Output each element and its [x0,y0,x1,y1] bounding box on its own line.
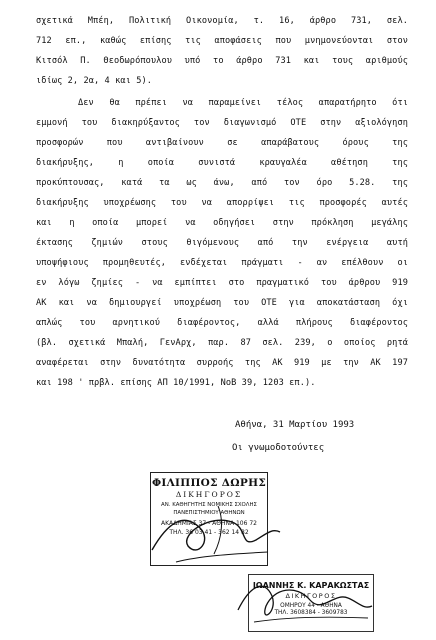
text-line: και η οποία μπορεί να οδηγήσει στην πρόκληση μεγάλης [36,218,408,228]
stamp-address: ΟΜΗΡΟΥ 44 - ΑΘΗΝΑ [280,603,342,609]
text-line: (βλ. σχετικά Μπαλή, ΓενΑρχ, παρ. 87 σελ. 239, ο οποίος ρητά [36,338,408,348]
text-line: σχετικά Μπέη, Πολιτική Οικονομία, τ. 16, άρθρο 731, σελ. [36,16,408,26]
lawyer-stamp [150,472,268,566]
stamp-phone: ΤΗΛ. 3608384 - 3609783 [274,610,348,616]
stamp-title: ΔΙΚΗΓΟΡΟΣ [285,592,337,600]
text-line: προσφορών που αντιβαίνουν σε απαράβατους όρους της [36,138,408,148]
stamp-address: ΑΚΑΔΗΜΙΑΣ 37 - ΑΘΗΝΑ 106 72 [161,520,257,527]
text-line: εν λόγω ζημίες - να εμπίπτει στο πραγματικό του άρθρου 919 [36,278,408,288]
text-line: αναφέρεται στην δυνατότητα συρροής της ΑΚ 919 με την ΑΚ 197 [36,358,408,368]
stamp-name: ΙΩΑΝΝΗΣ Κ. ΚΑΡΑΚΩΣΤΑΣ [252,581,370,590]
date-line: Αθήνα, 31 Μαρτίου 1993 [235,420,355,430]
text-line: εμμονή του διακηρύξαντος τον διαγωνισμό ΟΤΕ στην αξιολόγηση [36,118,408,128]
text-line: Κιτσόλ Π. Θεοδωρόπουλου υπό το άρθρο 731 και τους αριθμούς [36,56,408,66]
stamp-text: ΑΝ. ΚΑΘΗΓΗΤΗΣ ΝΟΜΙΚΗΣ ΣΧΟΛΗΣ [161,502,257,508]
text-line: Δεν θα πρέπει να παραμείνει τέλος απαρατήρητο ότι [78,98,408,108]
text-line: έκτασης ζημιών στους θιγόμενους από την ενέργεια αυτή [36,238,408,248]
text-line: ΑΚ και να δημιουργεί υποχρέωση του ΟΤΕ για αποκατάσταση όχι [36,298,408,308]
text-line: υποψήφιους προμηθευτές, ενδέχεται πράγματι - αν επέλθουν οι [36,258,408,268]
text-line: 712 επ., καθώς επίσης τις αποφάσεις που μνημονεύονται στον [36,36,408,46]
stamp-text: ΠΑΝΕΠΙΣΤΗΜΙΟΥ ΑΘΗΝΩΝ [173,509,245,516]
stamp-phone: ΤΗΛ. 36 03 41 - 362 14 82 [169,529,249,536]
signers-label: Οι γνωμοδοτούντες [232,443,325,453]
text-line: απλώς του αρνητικού διαφέροντος, αλλά πλήρους διαφέροντος [36,318,408,328]
stamp-title: ΔΙΚΗΓΟΡΟΣ [175,490,243,499]
text-line: διακήρυξης υποχρέωσης του να απορρίψει τις προσφορές αυτές [36,198,408,208]
stamp-name: ΦΙΛΙΠΠΟΣ ΔΩΡΗΣ [151,477,267,489]
text-line: διακήρυξης, η οποία συνιστά κραυγαλέα αθέτηση της [36,158,408,168]
lawyer-stamp [248,574,374,632]
text-line: και 198 ' πρβλ. επίσης ΑΠ 10/1991, ΝοΒ 39, 1203 επ.). [36,378,316,388]
text-line: προκύπτουσας, κατά τα ως άνω, από τον όρο 5.28. της [36,178,408,188]
text-line: ιδίως 2, 2α, 4 και 5). [36,76,153,86]
